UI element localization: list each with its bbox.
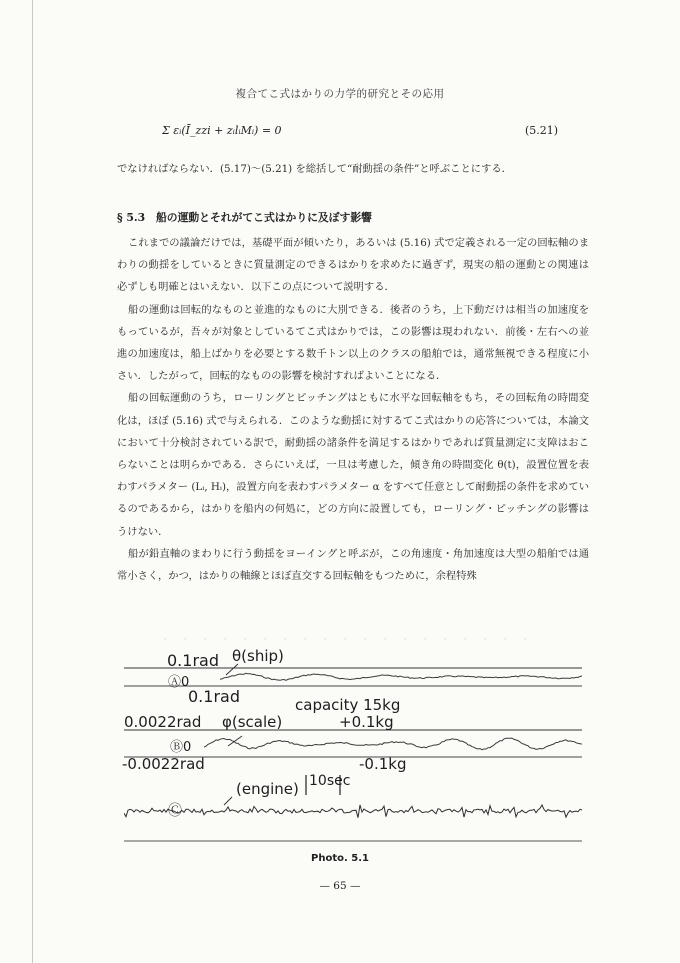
paragraph-1: これまでの議論だけでは，基礎平面が傾いたり，あるいは (5.16) 式で定義される一定の回転軸のまわりの動揺をしているときに質量測定のできるはかりを求めたに過ぎず，現実の船の運動との関連は必ずしも明確とはいえない．以下この点について説明する． xyxy=(117,237,589,294)
running-header: 複合てこ式はかりの力学的研究とその応用 xyxy=(235,88,445,100)
b-signal-label: φ(scale) xyxy=(222,713,283,731)
photo-recording xyxy=(124,635,582,850)
capacity-label: capacity 15kg xyxy=(295,696,401,714)
b-marker: Ⓑ0 xyxy=(170,740,192,755)
c-signal-label: (engine) xyxy=(236,780,299,798)
a-marker: Ⓐ0 xyxy=(168,675,190,690)
equation: Σ εᵢ(Ī_zzi + zᵢlᵢMᵢ) = 0 xyxy=(162,124,282,137)
trace-b-scale xyxy=(204,738,582,750)
b-top-left-label: 0.0022rad xyxy=(124,713,202,731)
trace-c-pointer xyxy=(224,797,232,805)
section-heading: § 5.3 船の運動とそれがてこ式はかりに及ぼす影響 xyxy=(117,211,372,224)
paragraph-4: 船が鉛直軸のまわりに行う動揺をヨーイングと呼ぶが，この角速度・角加速度は大型の船舶では通常小さく，かつ，はかりの軸線とほぼ直交する回転軸をもつために，余程特殊 xyxy=(117,547,589,583)
b-top-right-label: +0.1kg xyxy=(339,713,394,731)
paragraph-3: 船の回転運動のうち，ローリングとピッチングはともに水平な回転軸をもち，その回転角の時間変化は，ほぼ (5.16) 式で与えられる．このような動揺に対するてこ式はかりの応答については，本論文において十分検討されている訳で，耐動揺の諸条件を満足するはかりであれば質量測定に支障はおこらないことは明らかである．さらにいえば，一旦は考慮した，傾き角の時間変化 θ(t)，設置位置を表わすパラメター (Lᵢ, Hᵢ)，設置方向を表わすパラメター α をすべて任意として耐動揺の条件を求めているのであるから，はかりを船内の何処に，どの方向に設置しても，ローリング・ピッチングの影響はうけない． xyxy=(117,392,589,538)
page-number: — 65 — xyxy=(319,880,361,892)
b-bottom-left-label: -0.0022rad xyxy=(122,755,205,773)
trace-c-engine xyxy=(124,805,582,818)
b-bottom-right-label: -0.1kg xyxy=(359,755,407,773)
trace-a-ship-roll xyxy=(220,673,582,680)
binding-edge-line xyxy=(32,0,33,963)
a-bottom-label: 0.1rad xyxy=(188,687,240,706)
equation-number: (5.21) xyxy=(525,124,559,137)
trace-a-pointer xyxy=(226,664,238,675)
a-signal-label: θ(ship) xyxy=(232,647,284,665)
body-text xyxy=(117,232,589,587)
intro-line-block xyxy=(117,158,589,180)
photo-caption: Photo. 5.1 xyxy=(311,853,369,864)
paragraph-2: 船の運動は回転的なものと並進的なものに大別できる．後者のうち，上下動だけは相当の加速度をもっているが，吾々が対象としているてこ式はかりでは，この影響は現われない．前後・左右への並進の加速度は，船上ばかりを必要とする数千トン以上のクラスの船舶では，通常無視できる程度に小さい．したがって，回転的なものの影響を検討すればよいことになる． xyxy=(117,303,589,383)
intro-line: でなければならない．(5.17)〜(5.21) を総括して“耐動揺の条件”と呼ぶことにする． xyxy=(117,163,512,175)
c-marker: Ⓒ xyxy=(168,803,182,819)
c-timebar-label: 10sec xyxy=(309,773,351,789)
a-top-label: 0.1rad xyxy=(167,651,219,670)
